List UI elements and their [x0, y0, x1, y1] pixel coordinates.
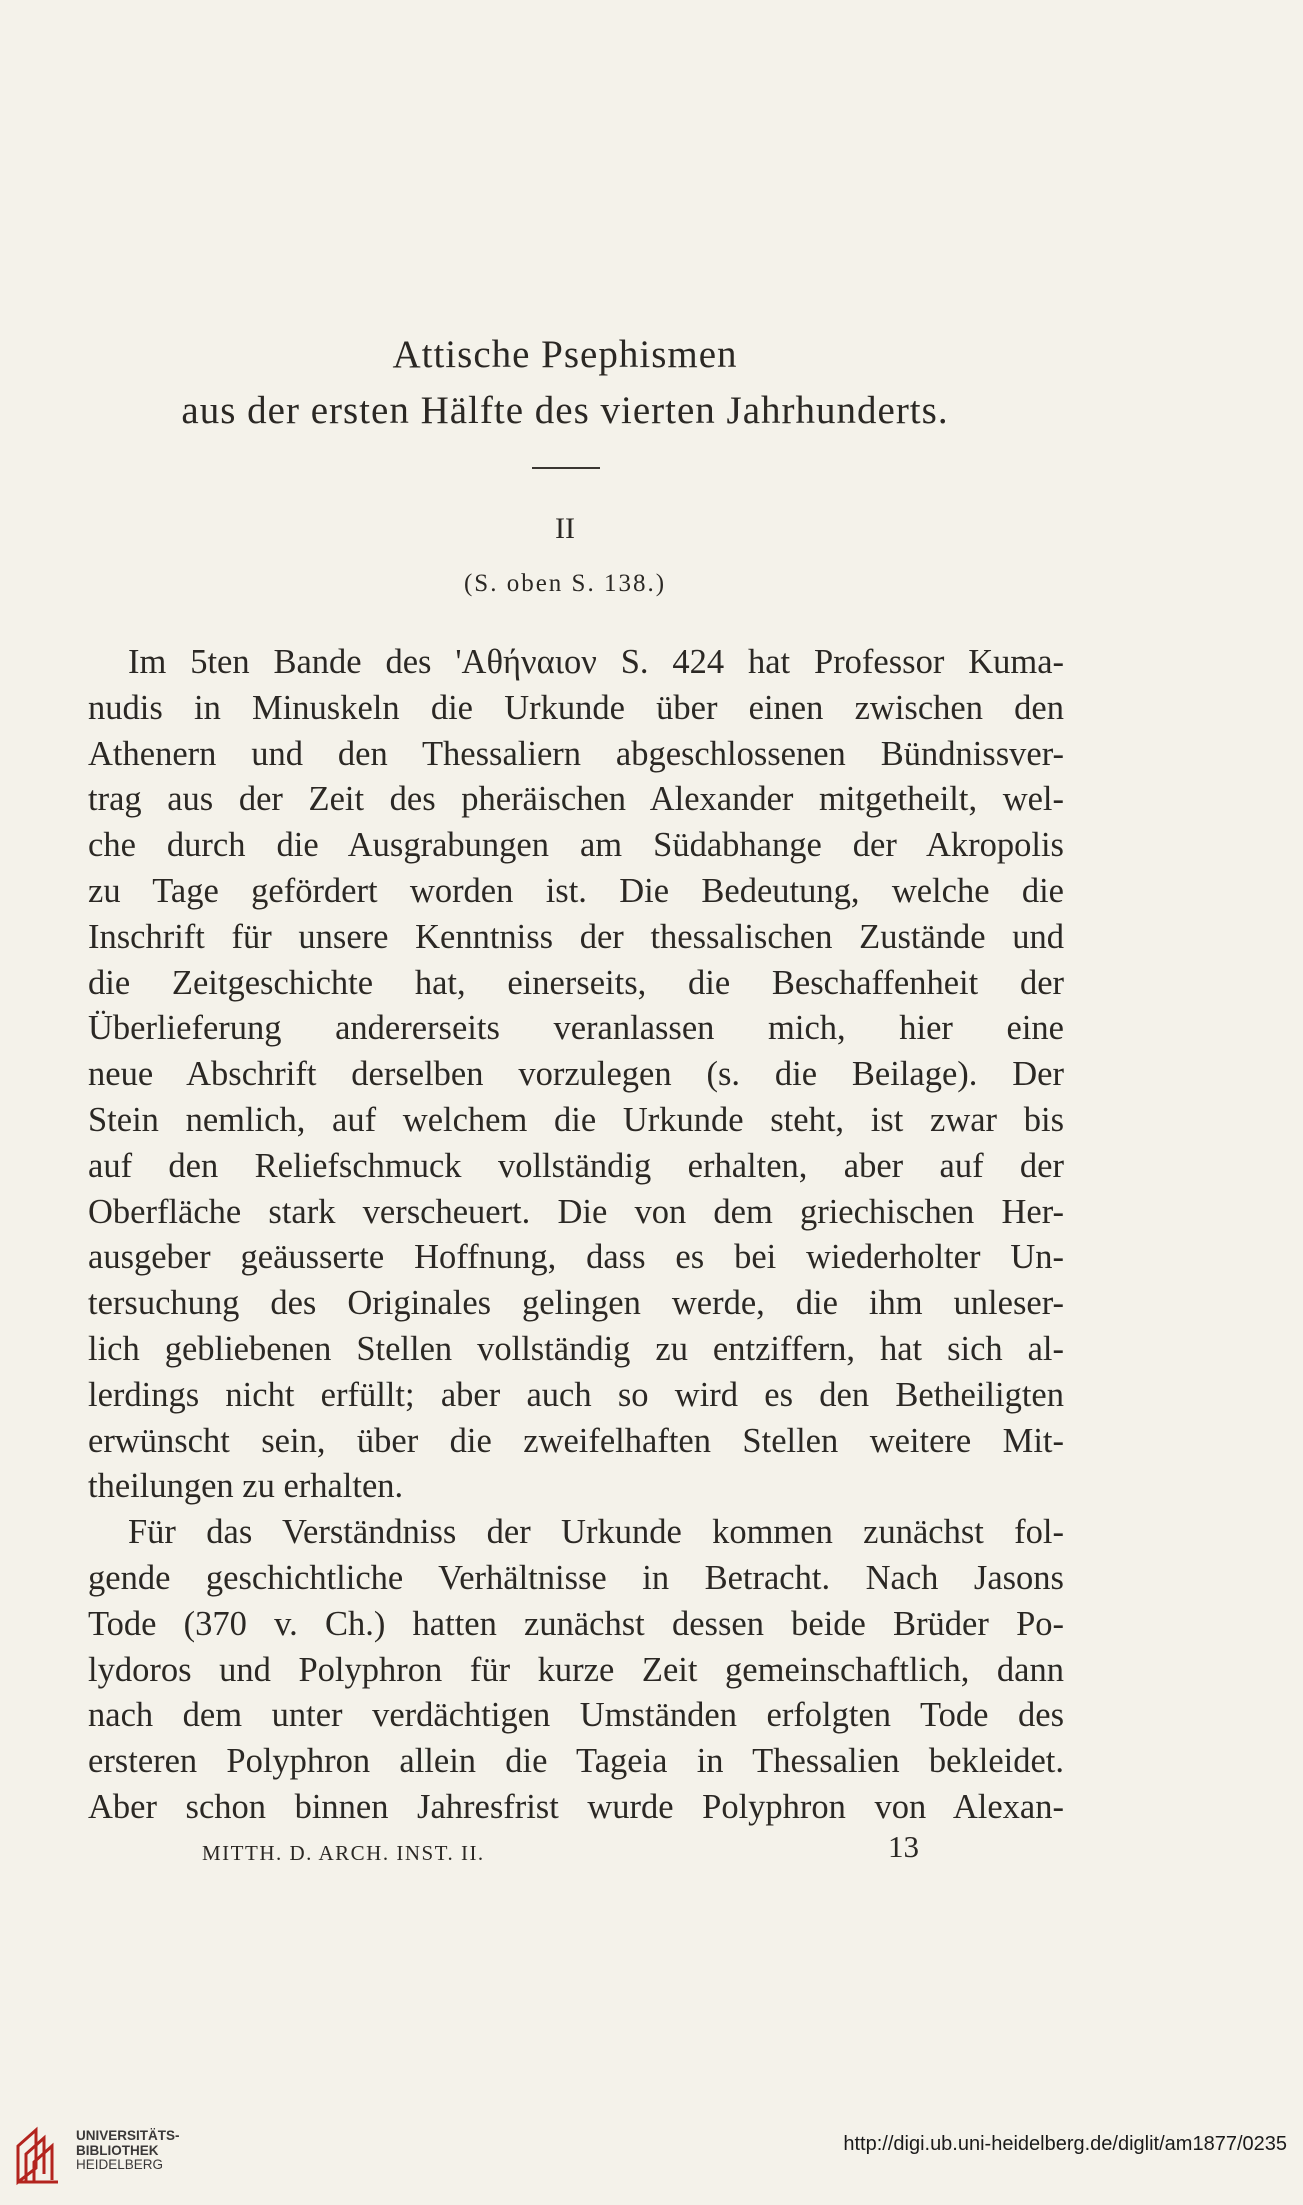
text-line: erwünscht sein, über die zweifelhaften Stellen weitere Mit-	[88, 1421, 1064, 1460]
text-line: che durch die Ausgrabungen am Südabhange der Akropolis	[88, 826, 1064, 865]
text-line: Tode (370 v. Ch.) hatten zunächst dessen beide Brüder Po-	[88, 1604, 1064, 1643]
library-name-line1: UNIVERSITÄTS-	[76, 2128, 180, 2143]
text-line: trag aus der Zeit des pheräischen Alexander mitgetheilt, wel-	[88, 780, 1064, 819]
paragraph-1	[88, 640, 1064, 1510]
text-line: Aber schon binnen Jahresfrist wurde Polyphron von Alexan-	[88, 1787, 1064, 1826]
library-name-line3: HEIDELBERG	[76, 2157, 164, 2172]
text-line: Athenern und den Thessaliern abgeschlossenen Bündnissver-	[88, 734, 1064, 773]
text-line: gende geschichtliche Verhältnisse in Betracht. Nach Jasons	[88, 1558, 1064, 1597]
section-number: II	[555, 512, 575, 545]
library-name	[76, 2129, 180, 2173]
text-line: theilungen zu erhalten.	[88, 1467, 404, 1506]
text-line: Überlieferung andererseits veranlassen mich, hier eine	[88, 1009, 1064, 1048]
text-line: lerdings nicht erfüllt; aber auch so wird es den Betheiligten	[88, 1375, 1064, 1414]
page-title-line1: Attische Psephismen	[392, 333, 738, 376]
text-line: die Zeitgeschichte hat, einerseits, die Beschaffenheit der	[88, 963, 1064, 1002]
text-line: Oberfläche stark verscheuert. Die von dem griechischen Her-	[88, 1192, 1064, 1231]
text-line: neue Abschrift derselben vorzulegen (s. die Beilage). Der	[88, 1055, 1064, 1094]
text-line: lydoros und Polyphron für kurze Zeit gemeinschaftlich, dann	[88, 1650, 1064, 1689]
library-name-line2: BIBLIOTHEK	[76, 2142, 159, 2158]
text-line: ersteren Polyphron allein die Tageia in Thessalien bekleidet.	[88, 1742, 1064, 1781]
text-line: zu Tage gefördert worden ist. Die Bedeutung, welche die	[88, 871, 1064, 910]
footer-journal: MITTH. D. ARCH. INST. II.	[202, 1841, 485, 1865]
text-line: nudis in Minuskeln die Urkunde über einen zwischen den	[88, 688, 1064, 727]
text-line: tersuchung des Originales gelingen werde, die ihm unleser-	[88, 1284, 1064, 1323]
text-line: nach dem unter verdächtigen Umständen erfolgten Tode des	[88, 1696, 1064, 1735]
text-line: ausgeber geäusserte Hoffnung, dass es bei wiederholter Un-	[88, 1238, 1064, 1277]
text-line: Stein nemlich, auf welchem die Urkunde steht, ist zwar bis	[88, 1100, 1064, 1139]
section-reference: (S. oben S. 138.)	[463, 570, 667, 597]
page-number: 13	[888, 1829, 919, 1864]
text-line: Inschrift für unsere Kenntniss der thessalischen Zustände und	[88, 917, 1064, 956]
paragraph-2	[88, 1510, 1064, 1831]
library-logo-icon	[14, 2124, 70, 2186]
title-divider	[532, 467, 600, 469]
source-url[interactable]: http://digi.ub.uni-heidelberg.de/diglit/am1877/0235	[843, 2133, 1287, 2155]
text-line: Im 5ten Bande des 'Αθήναιον S. 424 hat Professor Kuma-	[128, 643, 1064, 681]
body-text	[88, 640, 1064, 1831]
text-line: Für das Verständniss der Urkunde kommen zunächst fol-	[128, 1513, 1064, 1552]
text-line: lich gebliebenen Stellen vollständig zu entziffern, hat sich al-	[88, 1329, 1064, 1368]
page-title-line2: aus der ersten Hälfte des vierten Jahrhunderts.	[181, 389, 949, 432]
text-line: auf den Reliefschmuck vollständig erhalten, aber auf der	[88, 1146, 1064, 1185]
